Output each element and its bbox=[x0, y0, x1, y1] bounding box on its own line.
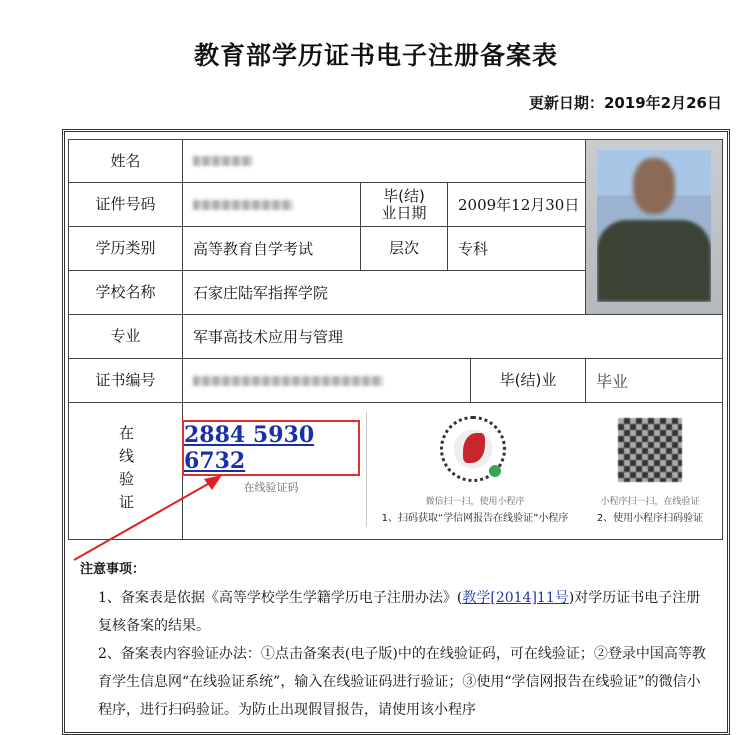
major-label: 专业 bbox=[68, 314, 183, 359]
verify-code-label: 在线验证码 bbox=[243, 481, 299, 494]
grad-status-value: 毕业 bbox=[585, 358, 723, 403]
school-value: 石家庄陆军指挥学院 bbox=[182, 270, 586, 315]
grad-date-label: 毕(结)业日期 bbox=[360, 182, 448, 227]
edu-type-value: 高等教育自学考试 bbox=[182, 226, 361, 271]
grad-date-value: 2009年12月30日 bbox=[447, 182, 586, 227]
major-value: 军事高技术应用与管理 bbox=[182, 314, 723, 359]
note-1-text-end: )对学历证书电子注册复核备案的结果。 bbox=[98, 590, 701, 634]
note-2: 2、备案表内容验证办法：①点击备案表(电子版)中的在线验证码，可在线验证；②登录中国高等教育学生信息网“在线验证系统”，输入在线验证码进行验证；③使用“学信网报告在线验证”的微信小程序，进行扫码验证。为防止出现假冒报告，请使用该小程序 bbox=[98, 646, 706, 718]
mini-hint: 小程序扫一扫，在线验证 bbox=[600, 497, 700, 507]
verify-code-box bbox=[182, 420, 360, 476]
notes-heading: 注意事项： bbox=[80, 562, 146, 577]
step-2: 2、使用小程序扫码验证 bbox=[596, 513, 704, 524]
grad-status-label: 毕(结)业 bbox=[470, 358, 586, 403]
level-value: 专科 bbox=[447, 226, 586, 271]
id-value bbox=[182, 182, 361, 227]
note-1 bbox=[80, 584, 710, 640]
name-value bbox=[182, 139, 586, 183]
student-photo bbox=[597, 150, 711, 302]
red-arrow-annotation bbox=[70, 470, 230, 565]
step-1: 1、扫码获取“学信网报告在线验证”小程序 bbox=[381, 513, 569, 524]
regulation-link[interactable]: 教学[2014]11号 bbox=[462, 590, 569, 606]
page-title: 教育部学历证书电子注册备案表 bbox=[193, 41, 558, 70]
edu-type-label: 学历类别 bbox=[68, 226, 183, 271]
school-label: 学校名称 bbox=[68, 270, 183, 315]
level-label: 层次 bbox=[360, 226, 448, 271]
divider bbox=[366, 412, 367, 527]
wechat-qr-icon[interactable] bbox=[440, 416, 506, 482]
update-label: 更新日期： bbox=[528, 94, 604, 112]
online-verify-label: 在线验证 bbox=[68, 402, 183, 540]
id-label: 证件号码 bbox=[68, 182, 183, 227]
update-date bbox=[529, 92, 722, 113]
cert-no-label: 证书编号 bbox=[68, 358, 183, 403]
mini-program-qr-icon[interactable] bbox=[618, 418, 682, 482]
note-1-text: 1、备案表是依据《高等学校学生学籍学历电子注册办法》( bbox=[98, 590, 463, 606]
photo-cell bbox=[585, 139, 723, 315]
name-label: 姓名 bbox=[68, 139, 183, 183]
wechat-hint: 微信扫一扫，使用小程序 bbox=[425, 497, 525, 507]
verify-code-link[interactable]: 2884 5930 6732 bbox=[184, 422, 315, 474]
update-value: 2019年2月26日 bbox=[603, 94, 722, 112]
notes-section bbox=[80, 555, 710, 724]
cert-no-value bbox=[182, 358, 471, 403]
